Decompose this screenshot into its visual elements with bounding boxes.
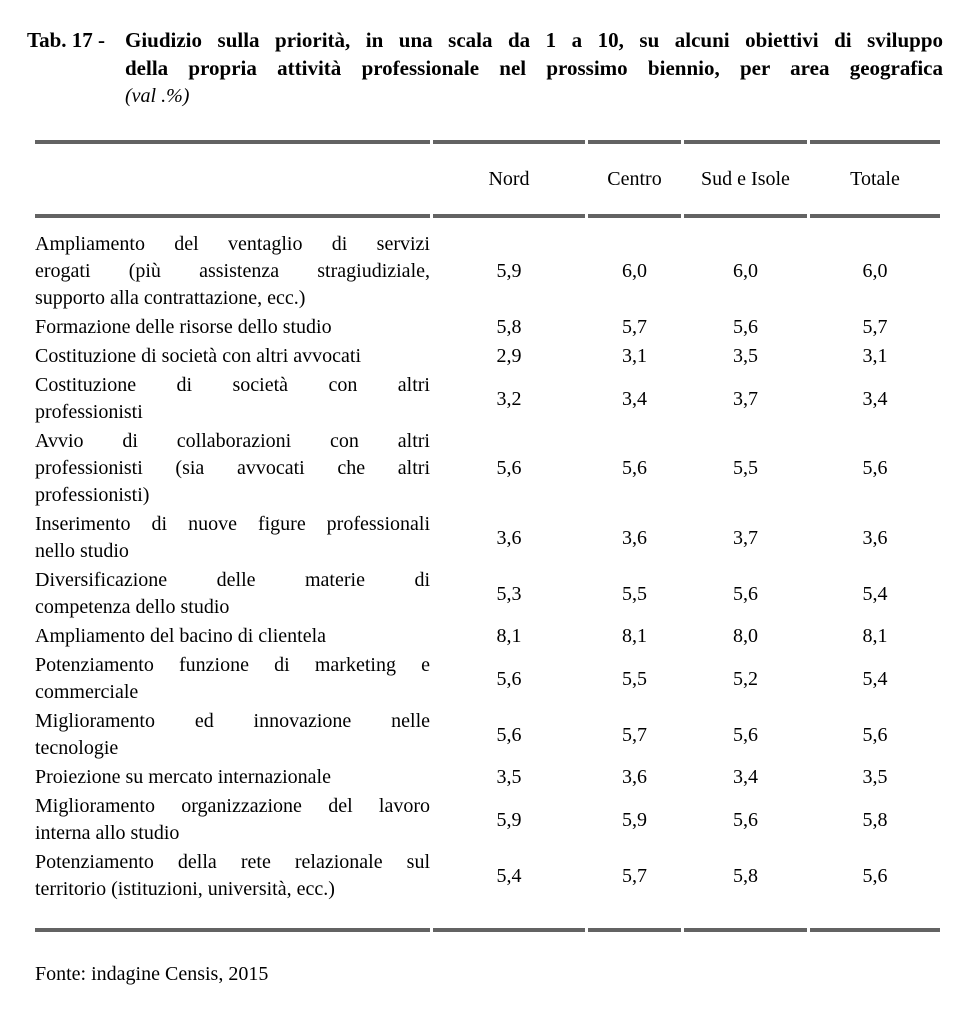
row-value: 5,5: [622, 667, 647, 690]
row-label-line: professionisti (sia avvocati che altri: [35, 457, 430, 479]
row-label-line: Miglioramento organizzazione del lavoro: [35, 795, 430, 817]
row-label-line: tecnologie: [35, 737, 119, 759]
table-title-block: [27, 26, 943, 110]
row-label-line: commerciale: [35, 681, 139, 703]
row-value: 5,5: [622, 582, 647, 605]
row-label: [35, 622, 430, 651]
row-label: [35, 848, 430, 932]
row-value: 3,6: [496, 526, 522, 549]
row-label-line: Inserimento di nuove figure professionali: [35, 513, 430, 535]
source-note: Fonte: indagine Censis, 2015: [35, 963, 269, 985]
row-value: 3,4: [862, 387, 888, 410]
table-header-row: [35, 140, 940, 218]
table-row: [35, 427, 940, 510]
table-title-subtitle: (val .%): [125, 85, 190, 107]
table-row: [35, 218, 940, 313]
row-value: 2,9: [496, 345, 522, 367]
row-label-line: Avvio di collaborazioni con altri: [35, 430, 430, 452]
row-value: 5,6: [496, 457, 522, 479]
table-body: [35, 218, 940, 932]
row-label-line: Ampliamento del bacino di clientela: [35, 625, 327, 647]
row-label: [35, 371, 430, 427]
row-value: 8,1: [496, 625, 522, 647]
row-value: 3,5: [862, 766, 888, 788]
row-value: 5,4: [862, 582, 888, 605]
row-value: 5,6: [733, 723, 758, 746]
table-row: [35, 342, 940, 371]
row-label-line: territorio (istituzioni, università, ecc.): [35, 878, 335, 900]
row-value: 3,7: [733, 387, 758, 410]
row-value: 5,7: [622, 316, 647, 338]
row-value: 5,4: [433, 848, 585, 932]
row-value: 3,5: [733, 345, 758, 367]
row-value: 8,1: [622, 625, 647, 647]
row-value: 5,6: [622, 457, 647, 479]
row-value: 5,8: [496, 316, 522, 338]
table-number-label: Tab. 17 -: [27, 28, 106, 52]
row-value: 5,6: [496, 667, 522, 690]
table-row: [35, 707, 940, 763]
row-value: 5,3: [496, 582, 522, 605]
row-value: 8,1: [862, 625, 888, 647]
row-value: 3,4: [622, 387, 647, 410]
row-label: [35, 763, 430, 792]
row-label-line: supporto alla contrattazione, ecc.): [35, 287, 306, 309]
column-header-empty: [35, 140, 430, 218]
row-label: [35, 313, 430, 342]
table-title-line: Giudizio sulla priorità, in una scala da 1 a 10, su alcuni obiettivi di sviluppo: [125, 28, 943, 52]
row-label-line: Proiezione su mercato internazionale: [35, 766, 331, 788]
table-row: [35, 313, 940, 342]
row-label-line: Costituzione di società con altri: [35, 374, 430, 396]
row-value: 6,0: [622, 260, 647, 282]
row-value: 5,4: [862, 667, 888, 690]
row-label-line: Miglioramento ed innovazione nelle: [35, 710, 430, 732]
row-label-line: competenza dello studio: [35, 596, 230, 618]
row-value: 6,0: [862, 260, 888, 282]
table-row: [35, 651, 940, 707]
table-row: [35, 371, 940, 427]
row-label: [35, 792, 430, 848]
row-value: 5,9: [496, 808, 522, 831]
row-value: 8,0: [733, 625, 758, 647]
column-header-totale: Totale: [810, 140, 940, 218]
row-label: [35, 427, 430, 510]
row-value: 5,5: [733, 457, 758, 479]
row-value: 5,6: [733, 316, 758, 338]
row-label-line: interna allo studio: [35, 822, 180, 844]
row-label-line: professionisti: [35, 401, 143, 423]
row-value: 5,6: [733, 808, 758, 831]
row-label-line: professionisti): [35, 484, 150, 506]
row-label-line: Potenziamento della rete relazionale sul: [35, 851, 430, 873]
row-label-line: Costituzione di società con altri avvocati: [35, 345, 362, 367]
row-value: 5,2: [733, 667, 758, 690]
row-value: 3,6: [622, 766, 647, 788]
row-value: 3,1: [622, 345, 647, 367]
row-value: 5,6: [810, 848, 940, 932]
row-label: [35, 510, 430, 566]
table-row: [35, 792, 940, 848]
row-value: 3,5: [496, 766, 522, 788]
row-value: 5,6: [733, 582, 758, 605]
column-header-centro: Centro: [588, 140, 681, 218]
table-header: [35, 140, 940, 218]
column-header-sud-e-isole: Sud e Isole: [684, 140, 807, 218]
table-title-line: della propria attività professionale nel prossimo biennio, per area geografica: [125, 56, 943, 80]
row-label: [35, 566, 430, 622]
row-label-line: Formazione delle risorse dello studio: [35, 316, 332, 338]
priority-table: [32, 140, 943, 932]
table-row: [35, 622, 940, 651]
row-label-line: nello studio: [35, 540, 129, 562]
row-label: [35, 651, 430, 707]
row-value: 3,2: [496, 387, 522, 410]
table-row: [35, 566, 940, 622]
row-label: [35, 707, 430, 763]
row-label-line: Diversificazione delle materie di: [35, 569, 430, 591]
row-label: [35, 218, 430, 313]
column-header-nord: Nord: [433, 140, 585, 218]
row-value: 3,4: [733, 766, 758, 788]
row-value: 5,6: [862, 723, 888, 746]
row-value: 5,9: [622, 808, 647, 831]
row-label-line: erogati (più assistenza stragiudiziale,: [35, 260, 430, 282]
table-row: [35, 763, 940, 792]
row-label: [35, 342, 430, 371]
row-value: 5,9: [496, 260, 522, 282]
row-value: 5,8: [684, 848, 807, 932]
row-value: 5,7: [622, 723, 647, 746]
row-value: 3,1: [862, 345, 888, 367]
table-title-text: [125, 26, 943, 110]
table-row: [35, 848, 940, 932]
table-row: [35, 510, 940, 566]
row-value: 3,6: [622, 526, 647, 549]
row-value: 5,7: [862, 316, 888, 338]
row-value: 5,6: [496, 723, 522, 746]
row-value: 5,8: [862, 808, 888, 831]
row-value: 5,7: [588, 848, 681, 932]
row-value: 3,6: [862, 526, 888, 549]
row-value: 5,6: [862, 457, 888, 479]
row-label-line: Ampliamento del ventaglio di servizi: [35, 233, 430, 255]
row-label-line: Potenziamento funzione di marketing e: [35, 654, 430, 676]
row-value: 6,0: [733, 260, 758, 282]
row-value: 3,7: [733, 526, 758, 549]
